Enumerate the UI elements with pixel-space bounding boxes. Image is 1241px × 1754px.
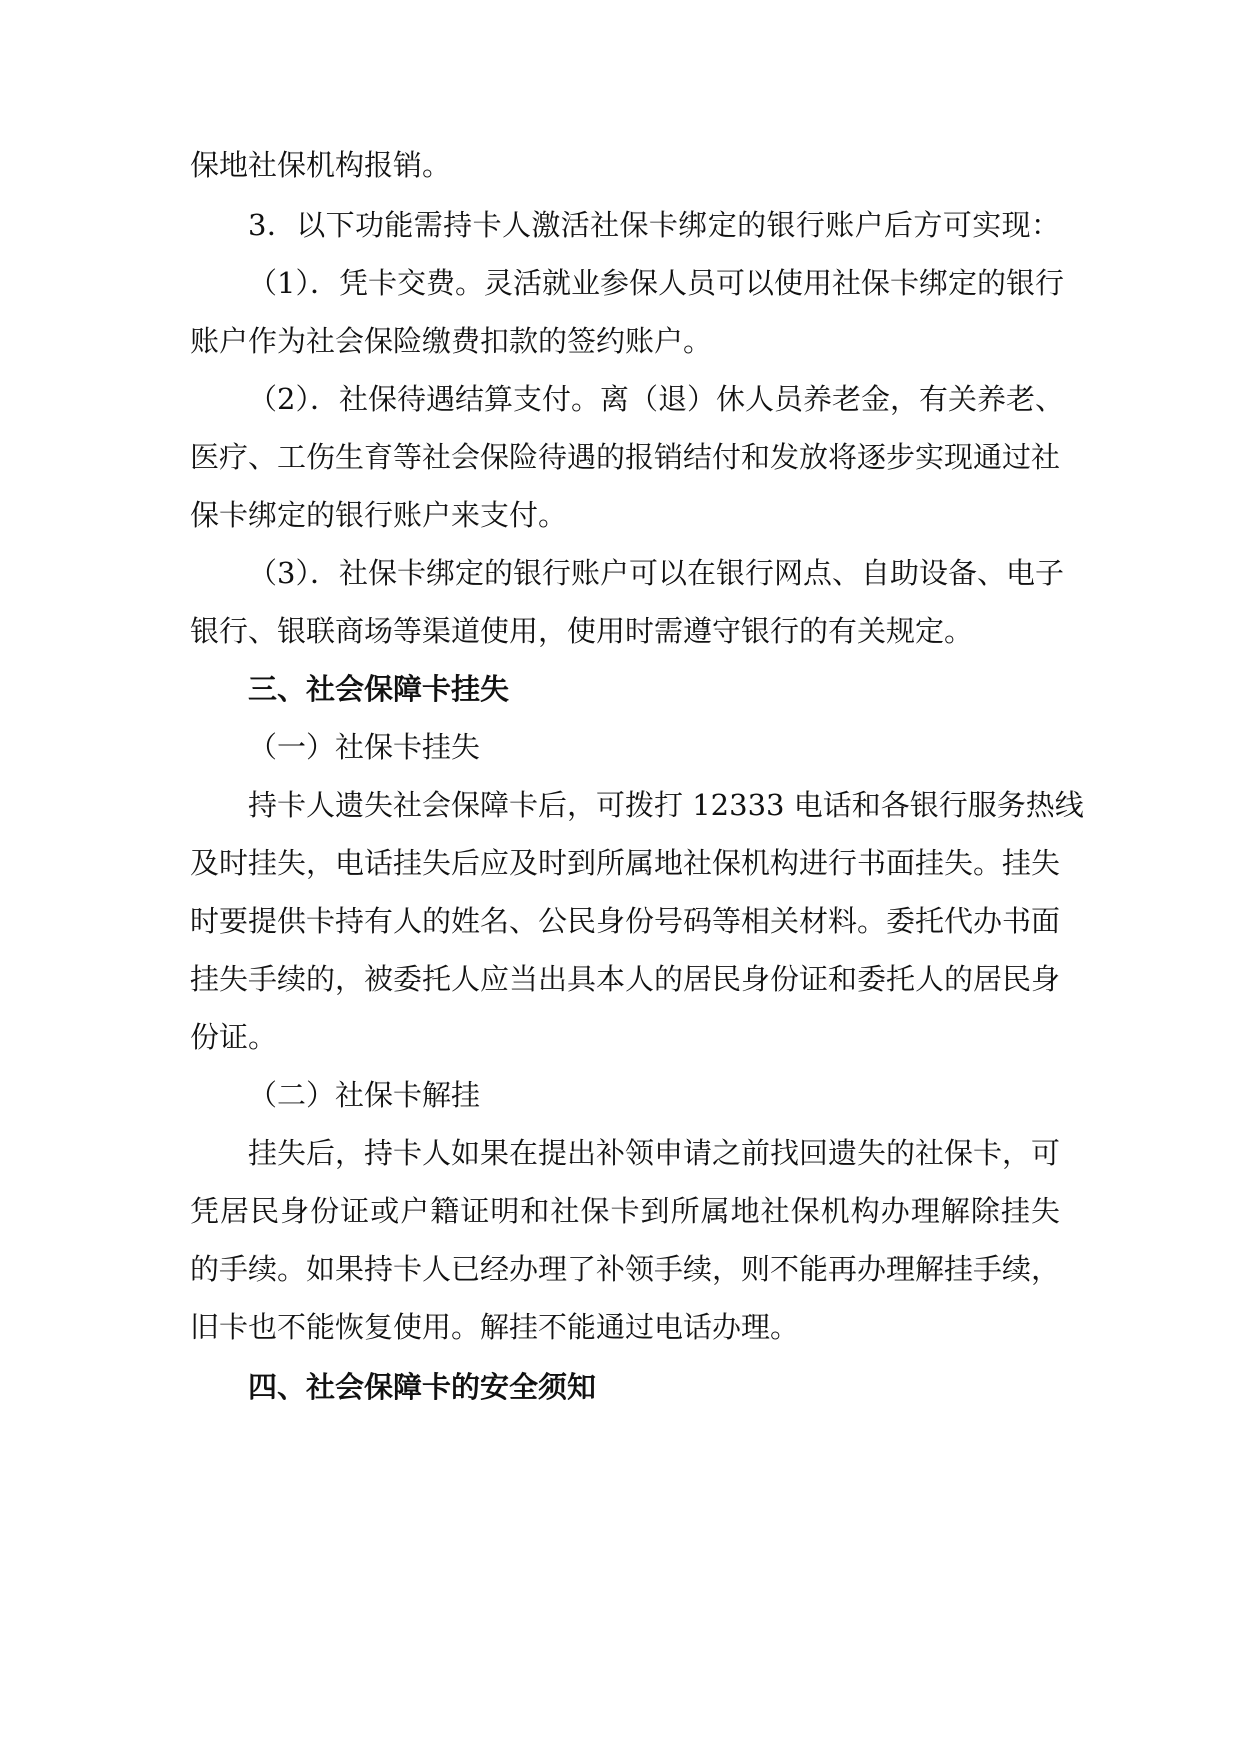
text-line: 旧卡也不能恢复使用。解挂不能通过电话办理。 (190, 1310, 800, 1344)
text-line: 医疗、工伤生育等社会保险待遇的报销结付和发放将逐步实现通过社 (190, 440, 1061, 474)
text-line: 凭居民身份证或户籍证明和社保卡到所属地社保机构办理解除挂失 (190, 1194, 1060, 1228)
text-line: 时要提供卡持有人的姓名、公民身份号码等相关材料。委托代办书面 (190, 904, 1061, 938)
text-line: 的手续。如果持卡人已经办理了补领手续，则不能再办理解挂手续， (190, 1252, 1061, 1286)
text-line: 3．以下功能需持卡人激活社保卡绑定的银行账户后方可实现： (248, 208, 1060, 242)
text-line: （2）．社保待遇结算支付。离（退）休人员养老金，有关养老、 (248, 382, 1064, 416)
text-line: 保地社保机构报销。 (190, 148, 452, 182)
text-line: 挂失后，持卡人如果在提出补领申请之前找回遗失的社保卡，可 (248, 1136, 1061, 1170)
section-heading: 三、社会保障卡挂失 (248, 672, 510, 706)
subsection-heading: （二）社保卡解挂 (248, 1078, 481, 1112)
text-line: 及时挂失，电话挂失后应及时到所属地社保机构进行书面挂失。挂失 (190, 846, 1061, 880)
text-line: （1）．凭卡交费。灵活就业参保人员可以使用社保卡绑定的银行 (248, 266, 1064, 300)
section-heading: 四、社会保障卡的安全须知 (248, 1370, 597, 1404)
text-line: 保卡绑定的银行账户来支付。 (190, 498, 568, 532)
text-line: 挂失手续的，被委托人应当出具本人的居民身份证和委托人的居民身 (190, 962, 1061, 996)
text-line: 账户作为社会保险缴费扣款的签约账户。 (190, 324, 713, 358)
text-line: 份证。 (190, 1020, 278, 1054)
text-line: （3）．社保卡绑定的银行账户可以在银行网点、自助设备、电子 (248, 556, 1064, 590)
text-line: 持卡人遗失社会保障卡后，可拨打 12333 电话和各银行服务热线 (248, 788, 1084, 822)
subsection-heading: （一）社保卡挂失 (248, 730, 481, 764)
text-line: 银行、银联商场等渠道使用，使用时需遵守银行的有关规定。 (190, 614, 974, 648)
